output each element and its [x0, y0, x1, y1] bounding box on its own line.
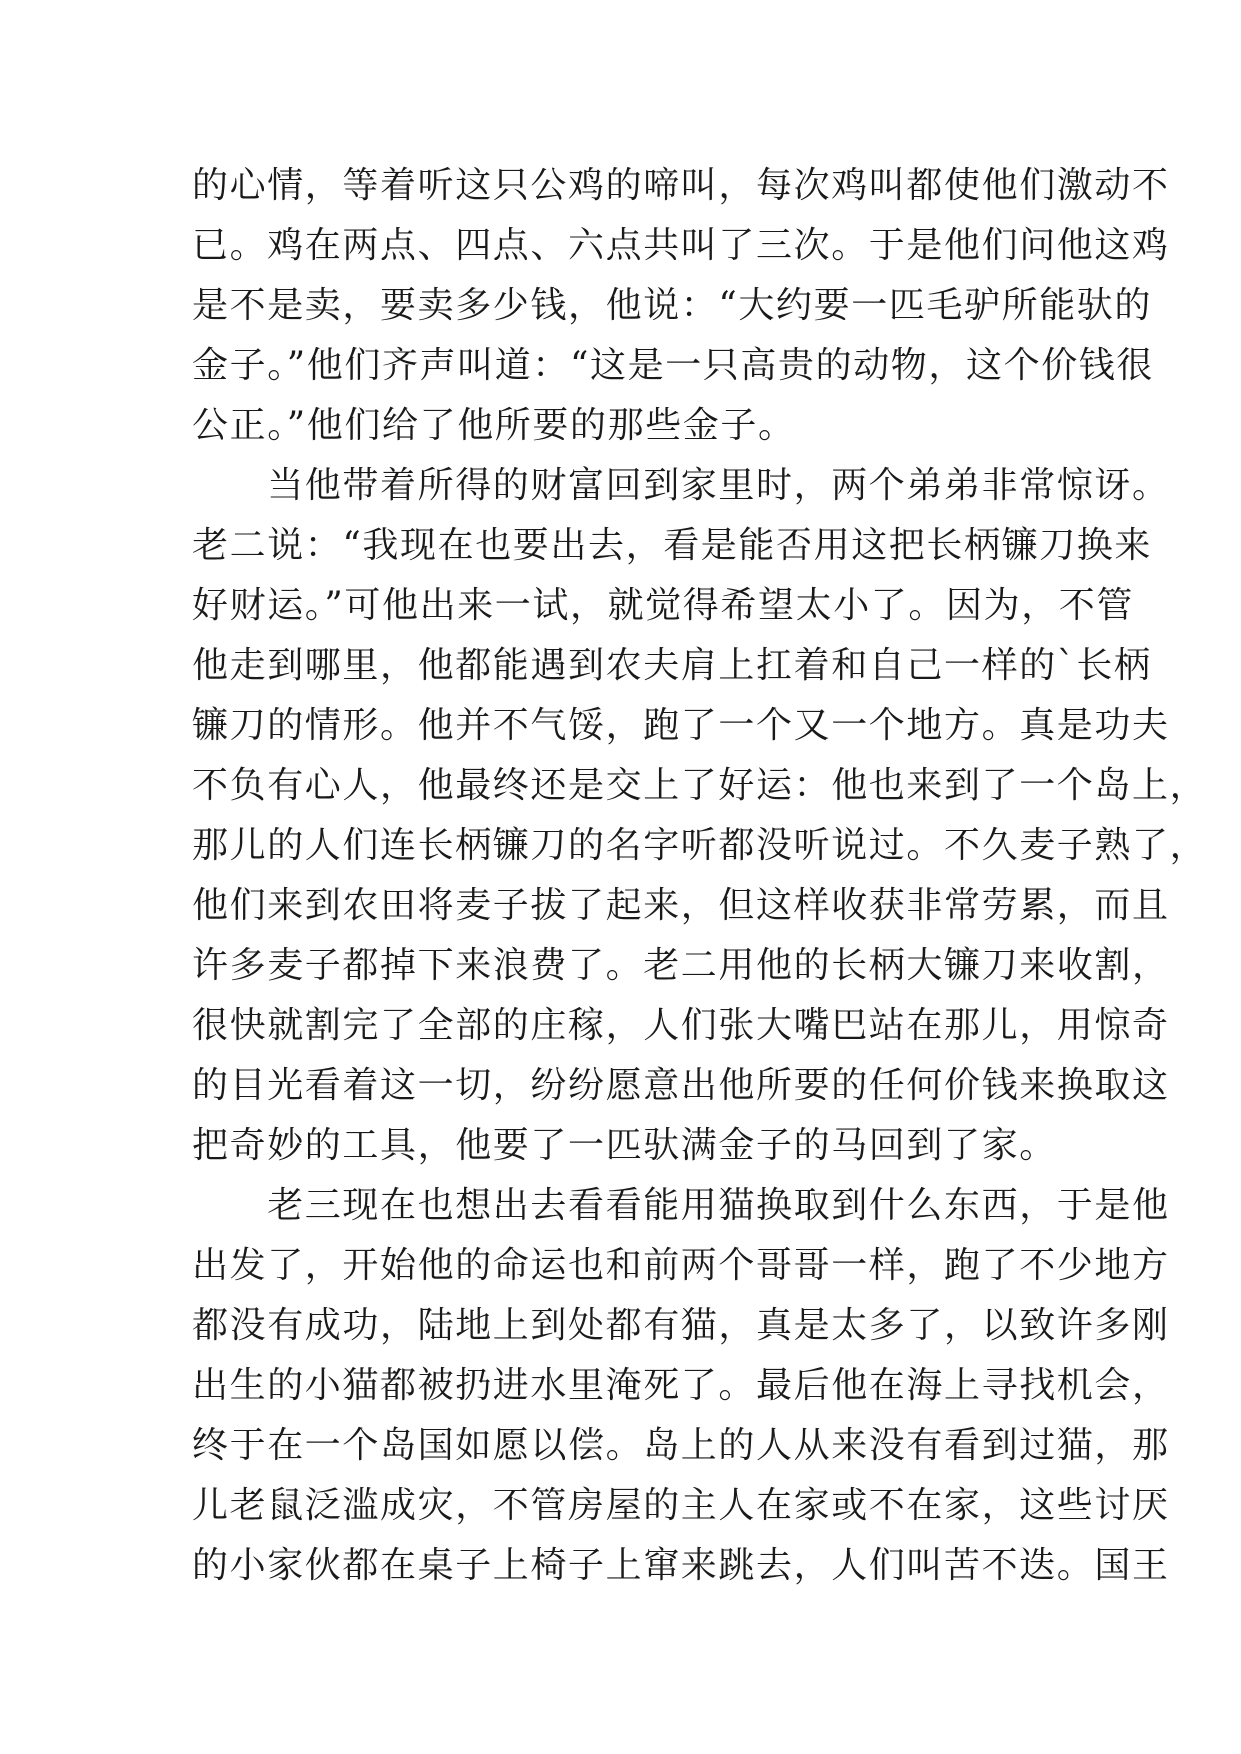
- text-line: 公正。”他们给了他所要的那些金子。: [192, 405, 796, 446]
- text-line: 老三现在也想出去看看能用猫换取到什么东西，于是他: [192, 1185, 1170, 1226]
- text-line: 金子。”他们齐声叫道：“这是一只高贵的动物，这个价钱很: [192, 345, 1155, 386]
- text-line: 他走到哪里，他都能遇到农夫肩上扛着和自己一样的`长柄: [192, 645, 1152, 686]
- text-line: 他们来到农田将麦子拔了起来，但这样收获非常劳累，而且: [192, 885, 1170, 926]
- text-line: 好财运。”可他出来一试，就觉得希望太小了。因为，不管: [192, 585, 1135, 626]
- text-line: 的心情，等着听这只公鸡的啼叫，每次鸡叫都使他们激动不: [192, 165, 1170, 206]
- text-line: 出生的小猫都被扔进水里淹死了。最后他在海上寻找机会，: [192, 1365, 1170, 1406]
- text-line: 都没有成功，陆地上到处都有猫，真是太多了，以致许多刚: [192, 1305, 1170, 1346]
- text-line: 很快就割完了全部的庄稼，人们张大嘴巴站在那儿，用惊奇: [192, 1005, 1170, 1046]
- text-line: 已。鸡在两点、四点、六点共叫了三次。于是他们问他这鸡: [192, 225, 1170, 266]
- body-text: [192, 156, 1208, 1596]
- text-line: 许多麦子都掉下来浪费了。老二用他的长柄大镰刀来收割，: [192, 945, 1170, 986]
- text-line: 老二说：“我现在也要出去，看是能否用这把长柄镰刀换来: [192, 525, 1153, 566]
- text-line: 不负有心人，他最终还是交上了好运：他也来到了一个岛上，: [192, 765, 1208, 806]
- text-line: 把奇妙的工具，他要了一匹驮满金子的马回到了家。: [192, 1125, 1057, 1166]
- text-line: 是不是卖，要卖多少钱，他说：“大约要一匹毛驴所能驮的: [192, 285, 1153, 326]
- text-line: 镰刀的情形。他并不气馁，跑了一个又一个地方。真是功夫: [192, 705, 1170, 746]
- text-line: 终于在一个岛国如愿以偿。岛上的人从来没有看到过猫，那: [192, 1425, 1170, 1466]
- text-line: 的目光看着这一切，纷纷愿意出他所要的任何价钱来换取这: [192, 1065, 1170, 1106]
- text-line: 出发了，开始他的命运也和前两个哥哥一样，跑了不少地方: [192, 1245, 1170, 1286]
- text-line: 儿老鼠泛滥成灾，不管房屋的主人在家或不在家，这些讨厌: [192, 1485, 1170, 1526]
- text-line: 的小家伙都在桌子上椅子上窜来跳去，人们叫苦不迭。国王: [192, 1545, 1170, 1586]
- text-line: 当他带着所得的财富回到家里时，两个弟弟非常惊讶。: [192, 465, 1170, 506]
- text-line: 那儿的人们连长柄镰刀的名字听都没听说过。不久麦子熟了，: [192, 825, 1208, 866]
